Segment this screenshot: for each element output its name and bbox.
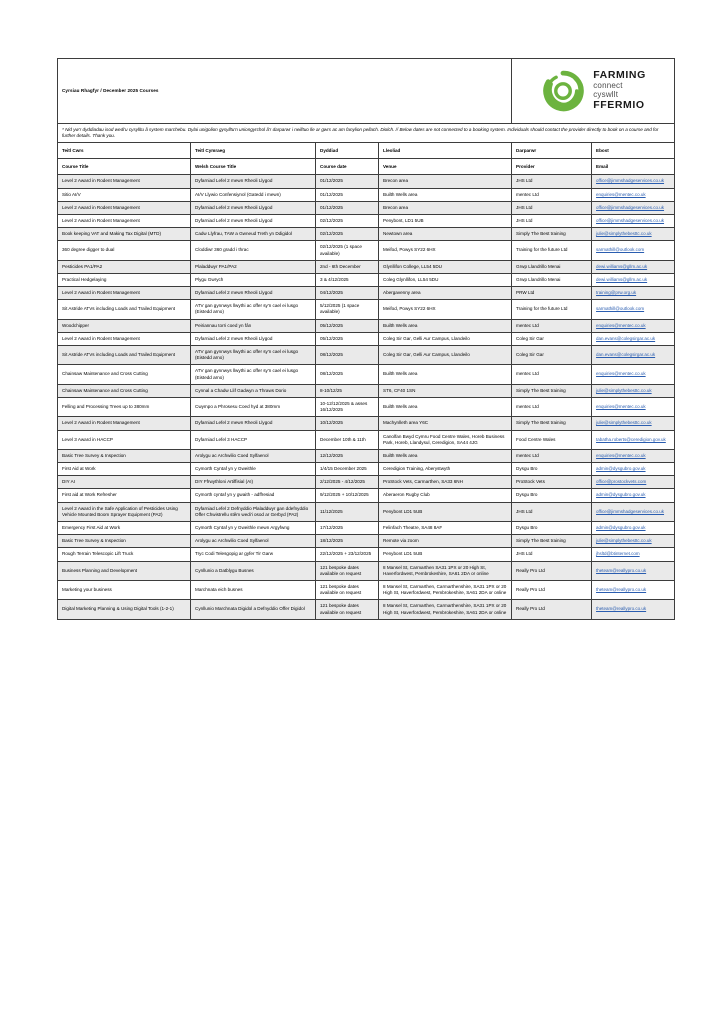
course-date-cell: 10/12/2025: [316, 417, 379, 430]
course-date-cell: 02/12/2025: [316, 228, 379, 241]
welsh-course-title-cell: Dyfarniad Lefel 2 mewn Rheoli Llygod: [191, 214, 316, 227]
welsh-course-title-cell: Cynllunio Marchnata Digidol a Defnyddio Offer Digidol: [191, 600, 316, 619]
venue-cell: Builth Wells area: [379, 397, 512, 416]
email-cell: [592, 346, 675, 365]
venue-cell: Brecon area: [379, 175, 512, 188]
provider-cell: Dysgu Bro: [512, 522, 592, 535]
venue-cell: Remote via zoom: [379, 535, 512, 548]
table-row: [58, 384, 675, 397]
venue-cell: Penybont, LD1 5UB: [379, 214, 512, 227]
course-title-cell: Book keeping VAT and Making Tax Digital (MTD): [58, 228, 191, 241]
venue-cell: Meifod, Powys SY22 6HX: [379, 241, 512, 260]
provider-cell: ProStock Vets: [512, 476, 592, 489]
provider-cell: JHS Ltd: [512, 548, 592, 561]
col-header-email: Email: [592, 159, 675, 175]
col-header-welsh-course-title: Welsh Course Title: [191, 159, 316, 175]
table-row: [58, 214, 675, 227]
course-date-cell: 121 bespoke dates available on request: [316, 561, 379, 580]
email-cell: [592, 430, 675, 449]
course-date-cell: 05/12/2025: [316, 332, 379, 345]
course-title-cell: Sit Astride ATVs including Loads and Trailed Equipment: [58, 300, 191, 319]
provider-cell: Training for the future Ltd: [512, 300, 592, 319]
email-cell: [592, 287, 675, 300]
email-link[interactable]: dan.evans@colegsirgar.ac.uk: [596, 335, 656, 341]
provider-cell: Grwp Llandrillo Menai: [512, 273, 592, 286]
venue-cell: Canolfan Bwyd Cymru Food Centre Wales, Horeb Business Park, Horeb, Llandysul, Ceredigion, SA44 4JG: [379, 430, 512, 449]
venue-cell: Builth Wells area: [379, 365, 512, 384]
venue-cell: Abergavenny area: [379, 287, 512, 300]
col-header-dyddiad: Dyddiad: [316, 143, 379, 159]
welsh-course-title-cell: Cynnal a Chadw Llif Gadwyn a Thraws Dorio: [191, 384, 316, 397]
course-title-cell: Level 2 Award in the Safe Application of Pesticides Using Vehicle Mounted Boom Sprayer Equipment (PA2): [58, 502, 191, 521]
col-header-course-date: Course date: [316, 159, 379, 175]
email-cell: [592, 273, 675, 286]
course-date-cell: 08/12/2025: [316, 365, 379, 384]
course-date-cell: 3 & 4/12/2025: [316, 273, 379, 286]
provider-cell: Coleg Sir Gar: [512, 332, 592, 345]
email-cell: [592, 228, 675, 241]
course-title-cell: First aid at Work Refresher: [58, 489, 191, 502]
provider-cell: Simply The Best training: [512, 535, 592, 548]
table-row: [58, 228, 675, 241]
venue-cell: Coleg Sir Gar, Gelli Aur Campus, Llandeilo: [379, 332, 512, 345]
email-cell: [592, 214, 675, 227]
email-cell: [592, 397, 675, 416]
provider-cell: Simply The Best training: [512, 384, 592, 397]
email-cell: [592, 188, 675, 201]
course-date-cell: 12/12/2025: [316, 449, 379, 462]
course-date-cell: 18/12/2025: [316, 535, 379, 548]
col-header-course-title: Course Title: [58, 159, 191, 175]
welsh-course-title-cell: ATV gan gynnwys llwythi ac offer sy'n cael ei lusgo (Eistedd arno): [191, 365, 316, 384]
email-cell: [592, 365, 675, 384]
venue-cell: Builth Wells area: [379, 188, 512, 201]
col-header-ebost: Ebost: [592, 143, 675, 159]
table-row: [58, 502, 675, 521]
course-title-cell: Woodchipper: [58, 319, 191, 332]
col-header-teitl-cymraeg: Teitl Cymraeg: [191, 143, 316, 159]
course-title-cell: Digital Marketing Planning & Using Digital Tools (1-2-1): [58, 600, 191, 619]
col-header-lleoliad: Lleoliad: [379, 143, 512, 159]
venue-cell: 8 Mansel St, Carmarthen, Carmarthenshire, SA31 1PX or 20 High St, Haverfordwest, Pembrokeshire, SA61 2DA or online: [379, 600, 512, 619]
page-title: Cyrsiau Rhagfyr / December 2025 Courses: [58, 59, 512, 124]
provider-cell: Dysgu Bro: [512, 489, 592, 502]
email-cell: [592, 201, 675, 214]
course-date-cell: 02/12/2025: [316, 214, 379, 227]
provider-cell: mentec Ltd: [512, 449, 592, 462]
course-date-cell: 2/12/2025 - 4/12/2025: [316, 476, 379, 489]
welsh-course-title-cell: Cynllunio a Datblygu Busnes: [191, 561, 316, 580]
table-row: [58, 449, 675, 462]
email-link[interactable]: dan.evans@colegsirgar.ac.uk: [596, 352, 656, 358]
farming-connect-logo: [512, 59, 675, 124]
welsh-course-title-cell: Cwympo a Phrosesu Coed hyd at 380mm: [191, 397, 316, 416]
table-row: [58, 365, 675, 384]
provider-cell: Really Pro Ltd: [512, 580, 592, 599]
course-date-cell: 08/12/2025: [316, 346, 379, 365]
course-date-cell: 04/12/2025: [316, 287, 379, 300]
table-row: [58, 300, 675, 319]
venue-cell: Builth Wells area: [379, 449, 512, 462]
venue-cell: Ceredigion Training, Aberystwyth: [379, 463, 512, 476]
email-link[interactable]: admin@dysgubro.gov.uk: [596, 525, 646, 530]
email-link[interactable]: enquiries@mentec.co.uk: [596, 322, 646, 328]
welsh-course-title-cell: Dyfarniad Lefel 3 HACCP: [191, 430, 316, 449]
table-row: [58, 319, 675, 332]
venue-cell: Meifod, Powys SY22 6HX: [379, 300, 512, 319]
logo-line-ffermio: FFERMIO: [593, 98, 645, 111]
email-link[interactable]: sarmathill@outlook.com: [596, 247, 645, 253]
venue-cell: Coleg Glynllifon, LL54 5DU: [379, 273, 512, 286]
email-link[interactable]: enquiries@mentec.co.uk: [596, 404, 646, 410]
venue-cell: Glynllifon College, LL54 5DU: [379, 260, 512, 273]
email-link[interactable]: enquiries@mentec.co.uk: [596, 452, 646, 458]
welsh-course-title-cell: DIY Ffrwythloni Artiffisial (AI): [191, 476, 316, 489]
provider-cell: mentec Ltd: [512, 397, 592, 416]
course-title-cell: Level 2 Award in Rodent Management: [58, 417, 191, 430]
provider-cell: mentec Ltd: [512, 319, 592, 332]
venue-cell: Machynlleth area Y6C: [379, 417, 512, 430]
email-cell: [592, 417, 675, 430]
welsh-course-title-cell: ATV gan gynnwys llwythi ac offer sy'n cael ei lusgo (Eistedd arno): [191, 300, 316, 319]
provider-cell: Food Centre Wales: [512, 430, 592, 449]
email-link[interactable]: jhsltd@btinternet.com: [596, 551, 640, 557]
col-header-teitl-cwrs: Teitl Cwrs: [58, 143, 191, 159]
email-link[interactable]: julie@simplythebesttc.co.uk: [596, 231, 652, 237]
course-date-cell: 1/4/15 December 2025: [316, 463, 379, 476]
email-link[interactable]: office@prostockvets.com: [596, 479, 647, 485]
email-link[interactable]: enquiries@mentec.co.uk: [596, 191, 646, 197]
welsh-course-title-cell: Plygu Gwrych: [191, 273, 316, 286]
course-title-cell: Business Planning and Development: [58, 561, 191, 580]
welsh-course-title-cell: Dyfarniad Lefel 2 mewn Rheoli Llygod: [191, 417, 316, 430]
email-cell: [592, 502, 675, 521]
provider-cell: Dysgu Bro: [512, 463, 592, 476]
courses-table: [57, 58, 675, 620]
course-title-cell: Felling and Processing Trees up to 380mm: [58, 397, 191, 416]
table-body: [58, 59, 675, 620]
welsh-course-title-cell: Cymorth cyntaf yn y gwaith - adffresiad: [191, 489, 316, 502]
email-cell: [592, 548, 675, 561]
venue-cell: 8 Mansel St, Carmarthen SA31 1PX or 20 High St, Haverfordwest, Pembrokeshire, SA61 2DA or online: [379, 561, 512, 580]
email-cell: [592, 175, 675, 188]
email-link[interactable]: office@jimmshadgeservices.co.uk: [596, 508, 665, 514]
email-link[interactable]: office@jimmshadgeservices.co.uk: [596, 217, 665, 223]
course-title-cell: Basic Tree Survey & Inspection: [58, 449, 191, 462]
course-title-cell: Chainsaw Maintenance and Cross Cutting: [58, 365, 191, 384]
course-date-cell: 9/12/2025 + 10/12/2025: [316, 489, 379, 502]
col-header-darparwr: Darparwr: [512, 143, 592, 159]
table-row: [58, 273, 675, 286]
email-cell: [592, 476, 675, 489]
table-row: [58, 417, 675, 430]
email-link[interactable]: theteam@reallypro.co.uk: [596, 587, 647, 593]
provider-cell: mentec Ltd: [512, 188, 592, 201]
provider-cell: Coleg Sir Gar: [512, 346, 592, 365]
email-cell: [592, 260, 675, 273]
course-title-cell: Level 3 Award in HACCP: [58, 430, 191, 449]
column-header-english-row: [58, 159, 675, 175]
course-title-cell: Basic Tree Survey & Inspection: [58, 535, 191, 548]
email-link[interactable]: theteam@reallypro.co.uk: [596, 567, 647, 573]
col-header-venue: Venue: [379, 159, 512, 175]
email-link[interactable]: dewi.williams@gllm.ac.uk: [596, 263, 648, 269]
course-title-cell: 360 degree digger to dual: [58, 241, 191, 260]
course-date-cell: 121 bespoke dates available on request: [316, 600, 379, 619]
table-row: [58, 260, 675, 273]
welsh-course-title-cell: Dyfarniad Lefel 2 mewn Rheoli Llygod: [191, 201, 316, 214]
course-date-cell: 5/12/2025 (1 space available): [316, 300, 379, 319]
table-row: [58, 548, 675, 561]
table-row: [58, 430, 675, 449]
venue-cell: Aberaeron Rugby Club: [379, 489, 512, 502]
venue-cell: Penybont LD1 5UB: [379, 502, 512, 521]
provider-cell: JHS Ltd: [512, 201, 592, 214]
email-cell: [592, 600, 675, 619]
email-link[interactable]: dewi.williams@gllm.ac.uk: [596, 276, 648, 282]
table-row: [58, 287, 675, 300]
venue-cell: Penybont LD1 5UB: [379, 548, 512, 561]
course-date-cell: 01/12/2025: [316, 175, 379, 188]
course-date-cell: 01/12/2025: [316, 188, 379, 201]
course-date-cell: 17/12/2025: [316, 522, 379, 535]
welsh-course-title-cell: Peiriannau torri coed yn fân: [191, 319, 316, 332]
email-cell: [592, 300, 675, 319]
course-title-cell: Sit Astride ATVs including Loads and Trailed Equipment: [58, 346, 191, 365]
email-link[interactable]: theteam@reallypro.co.uk: [596, 606, 647, 612]
venue-cell: Felinfach Theatre, SA48 8AF: [379, 522, 512, 535]
logo-line-farming: FARMING: [593, 69, 646, 82]
welsh-course-title-cell: Cadw Llyfrau, TAW a Gwneud Treth yn Ddigidol: [191, 228, 316, 241]
column-header-welsh-row: [58, 143, 675, 159]
header-band: [58, 59, 675, 124]
table-row: [58, 580, 675, 599]
email-link[interactable]: julie@simplythebesttc.co.uk: [596, 420, 652, 426]
course-title-cell: Marketing your business: [58, 580, 191, 599]
email-link[interactable]: julie@simplythebesttc.co.uk: [596, 387, 652, 393]
venue-cell: ProStock Vets, Carmarthen, SA33 6NH: [379, 476, 512, 489]
notice-row: [58, 124, 675, 143]
email-link[interactable]: office@jimmshadgeservices.co.uk: [596, 178, 665, 184]
course-date-cell: 121 bespoke dates available on request: [316, 580, 379, 599]
provider-cell: PRW Ltd: [512, 287, 592, 300]
venue-cell: ST6, CF40 1SN: [379, 384, 512, 397]
email-link[interactable]: training@prw.org.uk: [596, 290, 637, 296]
course-title-cell: First Aid at Work: [58, 463, 191, 476]
course-title-cell: Level 2 Award in Rodent Management: [58, 287, 191, 300]
email-cell: [592, 580, 675, 599]
email-link[interactable]: julie@simplythebesttc.co.uk: [596, 538, 652, 544]
welsh-course-title-cell: Cloddiwr 360 gradd i thrac: [191, 241, 316, 260]
course-date-cell: December 10th & 11th: [316, 430, 379, 449]
table-row: [58, 332, 675, 345]
provider-cell: Simply The Best training: [512, 417, 592, 430]
email-cell: [592, 241, 675, 260]
course-date-cell: 11/12/2025: [316, 502, 379, 521]
booking-notice: * Nid yw'r dyddiadau isod wedi'u cysylltu â system marchebu. Dylai unigolion gysylltu'n uniongyrchol â'r darparwr i neilltuo lle ar gwrs ac am fanylion pellach. Diolch. // Below dates are not connected to a booking system. Individuals should contact the provider directly to book on a course and for further details. Thank you.: [58, 124, 675, 143]
welsh-course-title-cell: Dyfarniad Lefel 2 mewn Rheoli Llygod: [191, 332, 316, 345]
course-title-cell: Level 2 Award in Rodent Management: [58, 332, 191, 345]
email-cell: [592, 522, 675, 535]
welsh-course-title-cell: Cymorth Cyntaf yn y Gweithle mewn Argyfwng: [191, 522, 316, 535]
course-title-cell: Level 2 Award in Rodent Management: [58, 201, 191, 214]
email-cell: [592, 332, 675, 345]
email-link[interactable]: sarmathill@outlook.com: [596, 306, 645, 312]
provider-cell: JHS Ltd: [512, 502, 592, 521]
course-date-cell: 22/12/2025 + 23/12/2025: [316, 548, 379, 561]
col-header-provider: Provider: [512, 159, 592, 175]
welsh-course-title-cell: Cymorth Cyntaf yn y Gweithle: [191, 463, 316, 476]
welsh-course-title-cell: Marchnata eich busnes: [191, 580, 316, 599]
venue-cell: Coleg Sir Gar, Gelli Aur Campus, Llandeilo: [379, 346, 512, 365]
course-title-cell: Level 2 Award in Rodent Management: [58, 214, 191, 227]
welsh-course-title-cell: Dyfarniad Lefel 2 mewn Rheoli Llygod: [191, 287, 316, 300]
email-link[interactable]: tabatha.roberts@ceredigion.gov.uk: [596, 436, 666, 442]
course-title-cell: Emergency First Aid at Work: [58, 522, 191, 535]
email-cell: [592, 463, 675, 476]
provider-cell: JHS Ltd: [512, 175, 592, 188]
table-row: [58, 535, 675, 548]
welsh-course-title-cell: Plaladdwyr PA1/PA2: [191, 260, 316, 273]
course-title-cell: Rough Terrain Telescopic Lift Truck: [58, 548, 191, 561]
welsh-course-title-cell: Dyfarniad Lefel 2 mewn Rheoli Llygod: [191, 175, 316, 188]
table-row: [58, 522, 675, 535]
provider-cell: Really Pro Ltd: [512, 600, 592, 619]
table-row: [58, 489, 675, 502]
course-title-cell: Pesticides PA1/PA2: [58, 260, 191, 273]
logo-line-connect: connect: [593, 81, 623, 91]
course-title-cell: Chainsaw Maintenance and Cross Cutting: [58, 384, 191, 397]
email-cell: [592, 489, 675, 502]
email-cell: [592, 384, 675, 397]
course-date-cell: 2nd - 6th December: [316, 260, 379, 273]
welsh-course-title-cell: AI/V Llywio Confensiynol (Gatedd i mewn): [191, 188, 316, 201]
table-row: [58, 561, 675, 580]
logo-line-cyswllt: cyswllt: [593, 90, 619, 99]
provider-cell: Training for the future Ltd: [512, 241, 592, 260]
venue-cell: Newtown area: [379, 228, 512, 241]
welsh-course-title-cell: ATV gan gynnwys llwythi ac offer sy'n cael ei lusgo (Eistedd arno): [191, 346, 316, 365]
welsh-course-title-cell: Arolygu ac Archwilio Coed Sylfaenol: [191, 449, 316, 462]
welsh-course-title-cell: Tryc Codi Telesgopig ar gyfer Tir Garw: [191, 548, 316, 561]
course-title-cell: DIY AI: [58, 476, 191, 489]
email-cell: [592, 319, 675, 332]
email-link[interactable]: enquiries@mentec.co.uk: [596, 371, 646, 377]
table-row: [58, 201, 675, 214]
email-cell: [592, 561, 675, 580]
provider-cell: Simply The Best training: [512, 228, 592, 241]
table-row: [58, 463, 675, 476]
course-title-cell: Level 2 Award in Rodent Management: [58, 175, 191, 188]
provider-cell: JHS Ltd: [512, 214, 592, 227]
email-cell: [592, 449, 675, 462]
course-title-cell: Practical Hedgelaying: [58, 273, 191, 286]
provider-cell: Grwp Llandrillo Menai: [512, 260, 592, 273]
table-row: [58, 346, 675, 365]
table-row: [58, 175, 675, 188]
farming-connect-swirl-icon: [541, 69, 585, 113]
venue-cell: 8 Mansel St, Carmarthen, Carmarthenshire, SA31 1PX or 20 High St, Haverfordwest, Pembrokeshire, SA61 2DA or online: [379, 580, 512, 599]
email-cell: [592, 535, 675, 548]
course-date-cell: 05/12/2025: [316, 319, 379, 332]
course-date-cell: 10-12/12/2025 & asses 16/12/2025: [316, 397, 379, 416]
table-row: [58, 600, 675, 619]
provider-cell: Really Pro Ltd: [512, 561, 592, 580]
course-date-cell: 8-10/12/25: [316, 384, 379, 397]
provider-cell: mentec Ltd: [512, 365, 592, 384]
table-row: [58, 188, 675, 201]
welsh-course-title-cell: Arolygu ac Archwilio Coed Sylfaenol: [191, 535, 316, 548]
email-link[interactable]: admin@dysgubro.gov.uk: [596, 492, 646, 498]
welsh-course-title-cell: Dyfarniad Lefel 2 Defnyddio Plaladdwyr gan ddefnyddio Offer Chwistrellu stêm wedi'i osod ar Gerbyd (PA2): [191, 502, 316, 521]
course-title-cell: Sitio AI/V: [58, 188, 191, 201]
email-link[interactable]: office@jimmshadgeservices.co.uk: [596, 204, 665, 210]
course-date-cell: 02/12/2025 (1 space available): [316, 241, 379, 260]
venue-cell: Brecon area: [379, 201, 512, 214]
table-row: [58, 476, 675, 489]
email-link[interactable]: admin@dysgubro.gov.uk: [596, 466, 646, 472]
table-row: [58, 241, 675, 260]
venue-cell: Builth Wells area: [379, 319, 512, 332]
course-date-cell: 01/12/2025: [316, 201, 379, 214]
table-row: [58, 397, 675, 416]
logo-wordmark: [593, 70, 646, 111]
